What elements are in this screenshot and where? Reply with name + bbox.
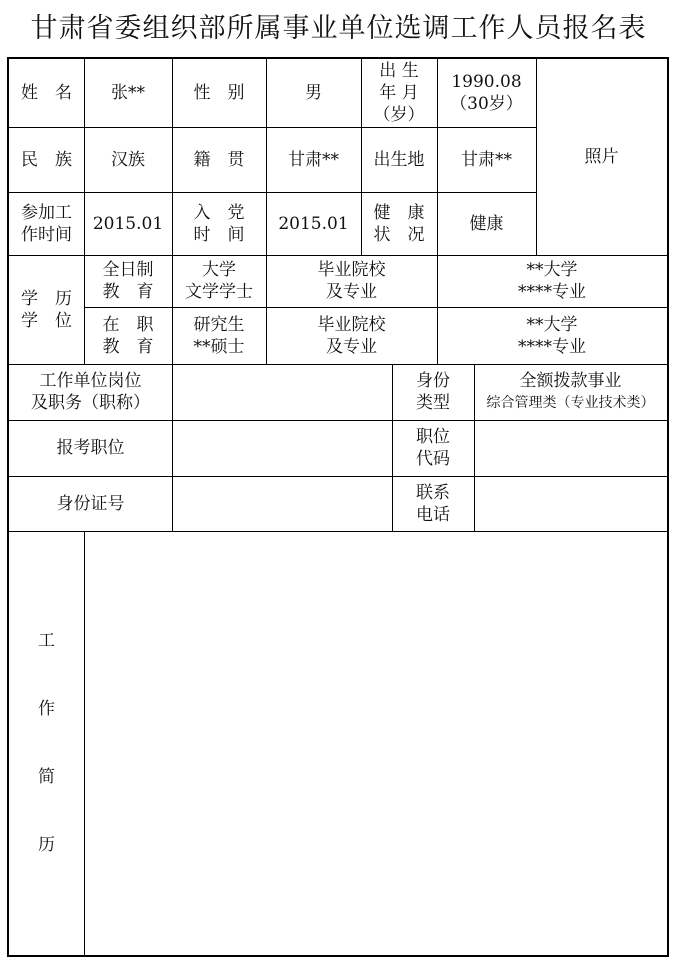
- health-label: 健 康 状 况: [373, 202, 425, 245]
- work-resume-content[interactable]: [84, 531, 667, 955]
- fulltime-school-value[interactable]: **大学 ****专业: [518, 260, 586, 302]
- identity-type-label: 身份 类型: [416, 371, 450, 413]
- applied-position-value[interactable]: [172, 420, 392, 476]
- position-code-label: 职位 代码: [416, 427, 450, 469]
- phone-label: 联系 电话: [416, 482, 450, 525]
- job-position-label: 工作单位岗位 及职务（职称）: [31, 371, 150, 413]
- job-position-value[interactable]: [172, 364, 392, 420]
- ethnic-label: 民 族: [21, 149, 72, 170]
- native-place-value[interactable]: 甘肃**: [288, 149, 339, 170]
- fulltime-degree-value[interactable]: 大学 文学学士: [185, 260, 253, 302]
- parttime-school-value[interactable]: **大学 ****专业: [518, 314, 586, 357]
- position-code-value[interactable]: [474, 420, 667, 476]
- education-label: 学 历 学 位: [21, 288, 72, 331]
- ethnic-value[interactable]: 汉族: [111, 149, 145, 170]
- party-join-value[interactable]: 2015.01: [278, 213, 349, 234]
- identity-type-value[interactable]: 全额拨款事业 综合管理类（专业技术类）: [486, 371, 655, 411]
- native-place-label: 籍 贯: [193, 149, 245, 170]
- name-label: 姓 名: [21, 83, 72, 103]
- fulltime-school-label: 毕业院校 及专业: [317, 260, 386, 302]
- applied-position-label: 报考职位: [56, 438, 125, 458]
- work-start-label: 参加工 作时间: [21, 202, 72, 245]
- fulltime-education-label: 全日制 教 育: [102, 260, 154, 302]
- work-start-value[interactable]: 2015.01: [92, 213, 164, 234]
- parttime-degree-value[interactable]: 研究生 **硕士: [193, 314, 245, 357]
- work-resume-label: 工 作 简 历: [38, 631, 55, 855]
- birth-date-label: 出 生 年 月 （岁）: [373, 61, 425, 125]
- registration-form-table: [7, 57, 669, 957]
- health-value[interactable]: 健康: [469, 213, 504, 234]
- id-number-value[interactable]: [172, 476, 392, 531]
- photo-box[interactable]: 照片: [584, 147, 619, 167]
- party-join-label: 入 党 时 间: [193, 202, 245, 245]
- form-title: 甘肃省委组织部所属事业单位选调工作人员报名表: [30, 13, 647, 44]
- id-number-label: 身份证号: [56, 493, 125, 514]
- parttime-school-label: 毕业院校 及专业: [317, 314, 386, 357]
- birthplace-value[interactable]: 甘肃**: [461, 149, 512, 170]
- birthplace-label: 出生地: [373, 149, 425, 170]
- name-value[interactable]: 张**: [111, 83, 145, 103]
- gender-value[interactable]: 男: [305, 83, 322, 103]
- phone-value[interactable]: [474, 476, 667, 531]
- birth-date-value[interactable]: 1990.08 （30岁）: [450, 72, 523, 114]
- parttime-education-label: 在 职 教 育: [102, 314, 154, 357]
- gender-label: 性 别: [193, 83, 245, 103]
